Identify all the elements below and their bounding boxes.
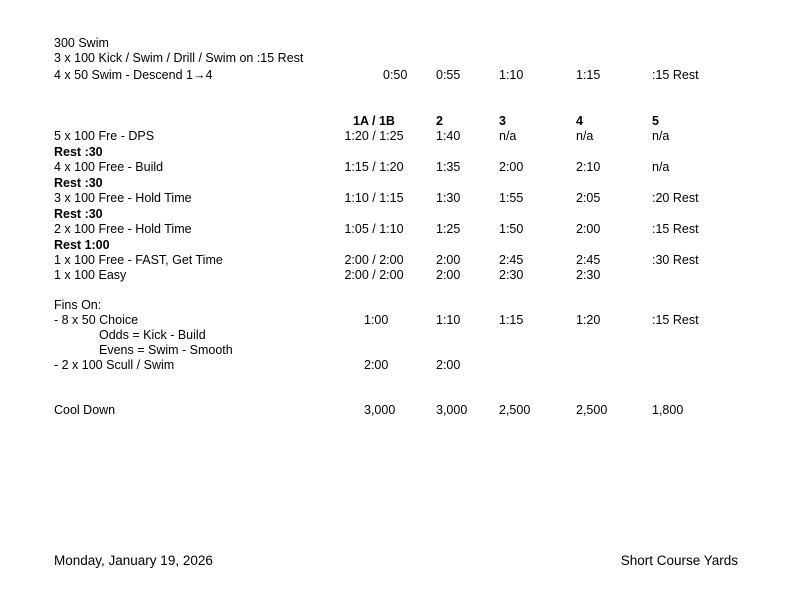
fins-title: Fins On: [54,298,102,312]
warmup-swim-label: 300 Swim [54,36,109,50]
footer-date: Monday, January 19, 2026 [54,553,213,568]
fins-scull-row [0,358,792,373]
interval-col-4: 2:05 [576,191,601,205]
interval-col-1: 0:50 [383,68,408,82]
main-row-easy [0,268,792,283]
interval-col-5: :15 Rest [652,68,699,82]
rest-row [0,207,792,222]
row-label: 5 x 100 Fre - DPS [54,129,155,143]
interval-col-2: 1:40 [436,129,461,143]
cooldown-label: Cool Down [54,403,116,417]
group-header-5: 5 [652,114,659,128]
interval-col-4: 2:10 [576,160,601,174]
row-label: 3 x 100 Free - Hold Time [54,191,192,205]
yardage-col-5: 1,800 [652,403,684,417]
warmup-kick-label: 3 x 100 Kick / Swim / Drill / Swim on :15 Rest [54,51,304,65]
interval-col-5: :15 Rest [652,222,699,236]
interval-col-1: 1:10 / 1:15 [344,191,404,205]
interval-col-3: n/a [499,129,517,143]
interval-col-2: 1:10 [436,313,461,327]
interval-col-3: 1:15 [499,313,524,327]
footer-course: Short Course Yards [620,553,738,568]
rest-label: Rest 1:00 [54,238,110,252]
warmup-line-1 [0,36,792,51]
interval-col-5: n/a [652,129,670,143]
interval-col-1: 1:15 / 1:20 [344,160,404,174]
interval-col-2: 2:00 [436,358,461,372]
interval-col-3: 2:45 [499,253,524,267]
interval-col-4: 1:20 [576,313,601,327]
interval-col-5: n/a [652,160,670,174]
interval-col-2: 2:00 [436,268,461,282]
interval-col-5: :30 Rest [652,253,699,267]
evens-note: Evens = Swim - Smooth [99,343,233,357]
interval-col-1: 2:00 [364,358,389,372]
interval-col-1: 2:00 / 2:00 [344,268,404,282]
interval-col-2: 1:30 [436,191,461,205]
odds-note: Odds = Kick - Build [99,328,206,342]
interval-col-3: 2:30 [499,268,524,282]
main-row-fast [0,253,792,268]
interval-col-4: 2:30 [576,268,601,282]
yardage-col-1: 3,000 [364,403,396,417]
rest-label: Rest :30 [54,176,103,190]
interval-col-2: 1:35 [436,160,461,174]
fins-choice-row [0,313,792,328]
interval-col-1: 1:20 / 1:25 [344,129,404,143]
cooldown-row [0,403,792,418]
interval-col-1: 2:00 / 2:00 [344,253,404,267]
interval-col-4: 2:00 [576,222,601,236]
interval-col-2: 2:00 [436,253,461,267]
row-label: 4 x 100 Free - Build [54,160,164,174]
rest-label: Rest :30 [54,145,103,159]
row-label: 2 x 100 Free - Hold Time [54,222,192,236]
main-row-hold-2 [0,222,792,237]
rest-label: Rest :30 [54,207,103,221]
main-row-build [0,160,792,175]
group-header-4: 4 [576,114,583,128]
fins-odds-row [0,328,792,343]
fins-title-row [0,298,792,313]
row-label: 4 x 50 Swim - Descend 1→4 [54,68,213,82]
interval-col-2: 0:55 [436,68,461,82]
rest-row [0,145,792,160]
interval-col-2: 1:25 [436,222,461,236]
interval-col-1: 1:00 [364,313,389,327]
interval-col-3: 1:55 [499,191,524,205]
row-label: 1 x 100 Easy [54,268,127,282]
main-row-hold-3 [0,191,792,206]
interval-col-3: 1:50 [499,222,524,236]
group-header-row [0,114,792,129]
interval-col-1: 1:05 / 1:10 [344,222,404,236]
rest-row [0,238,792,253]
yardage-col-4: 2,500 [576,403,608,417]
interval-col-5: :20 Rest [652,191,699,205]
group-header-1: 1A / 1B [353,114,395,128]
interval-col-5: :15 Rest [652,313,699,327]
fins-evens-row [0,343,792,358]
interval-col-3: 1:10 [499,68,524,82]
yardage-col-2: 3,000 [436,403,468,417]
main-row-dps [0,129,792,144]
interval-col-4: n/a [576,129,594,143]
rest-row [0,176,792,191]
interval-col-3: 2:00 [499,160,524,174]
group-header-2: 2 [436,114,443,128]
yardage-col-3: 2,500 [499,403,531,417]
row-label: - 2 x 100 Scull / Swim [54,358,175,372]
group-header-3: 3 [499,114,506,128]
row-label: 1 x 100 Free - FAST, Get Time [54,253,223,267]
warmup-descend-row [0,68,792,83]
interval-col-4: 2:45 [576,253,601,267]
warmup-line-2 [0,51,792,66]
interval-col-4: 1:15 [576,68,601,82]
row-label: - 8 x 50 Choice [54,313,139,327]
